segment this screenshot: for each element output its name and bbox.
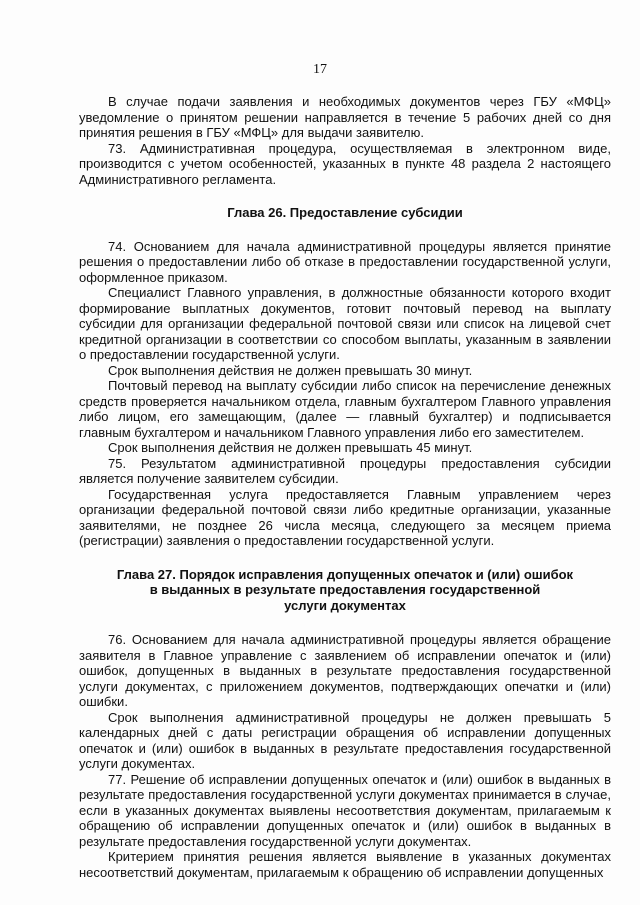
paragraph-criterion: Критерием принятия решения является выявление в указанных документах несоответствий документам, прилагаемым к обращению об исправлении допущенных [79, 849, 611, 880]
paragraph-deadline-30: Срок выполнения действия не должен превышать 30 минут. [108, 362, 473, 378]
chapter-27-heading-line-1: Глава 27. Порядок исправления допущенных опечаток и (или) ошибок [116, 566, 574, 582]
paragraph-specialist: Специалист Главного управления, в должностные обязанности которого входит формирование выплатных документов, готовит почтовый перевод на выплату субсидии для организации федеральной почтовой связи или список на лицевой счет кредитной организации в соответствии со способом выплаты, указанным в заявлении о предоставлении государственной услуги. [79, 285, 611, 362]
paragraph-deadline-45: Срок выполнения действия не должен превышать 45 минут. [108, 440, 473, 455]
paragraph-74: 74. Основанием для начала административной процедуры является принятие решения о предоставлении либо об отказе в предоставлении государственной услуги, оформленное приказом. [79, 238, 611, 285]
paragraph-mfc-notification: В случае подачи заявления и необходимых документов через ГБУ «МФЦ» уведомление о принятом решении направляется в течение 5 рабочих дней со дня принятия решения в ГБУ «МФЦ» для выдачи заявителю. [79, 94, 611, 140]
paragraph-postal-transfer: Почтовый перевод на выплату субсидии либо список на перечисление денежных средств проверяется начальником отдела, главным бухгалтером Главного управления либо лицом, его замещающим, (далее — главный бухгалтер) и подписывается главным бухгалтером и начальником Главного управления либо его заместителем. [79, 378, 611, 440]
chapter-27-heading-line-3: услуги документах [284, 597, 406, 613]
chapter-27-heading [79, 567, 611, 614]
paragraph-deadline-5-days: Срок выполнения административной процедуры не должен превышать 5 календарных дней с даты регистрации обращения об исправлении допущенных опечаток и (или) ошибок в выданных в результате предоставления государственной услуги документах. [79, 709, 611, 771]
document-body [79, 94, 611, 880]
chapter-27-heading-line-2: в выданных в результате предоставления государственной [149, 582, 541, 597]
paragraph-76: 76. Основанием для начала административной процедуры является обращение заявителя в Главное управление с заявлением об исправлении опечаток и (или) ошибок, допущенных в выданных в результате предоставления государственной услуги документах, с приложением документов, подтверждающих опечатки и (или) ошибки. [79, 632, 611, 709]
page-number: 17 [313, 62, 327, 77]
chapter-26-heading: Глава 26. Предоставление субсидии [227, 205, 463, 220]
paragraph-73: 73. Административная процедура, осуществляемая в электронном виде, производится с учетом особенностей, указанных в пункте 48 раздела 2 настоящего Административного регламента. [79, 140, 611, 187]
paragraph-service-provision: Государственная услуга предоставляется Главным управлением через организации федеральной почтовой связи либо кредитные организации, указанные заявителями, не позднее 26 числа месяца, следующего за месяцем приема (регистрации) заявления о предоставлении государственной услуги. [79, 486, 611, 548]
paragraph-77: 77. Решение об исправлении допущенных опечаток и (или) ошибок в выданных в результате предоставления государственной услуги документах принимается в случае, если в указанных документах выявлены несоответствия документам, прилагаемым к обращению об исправлении допущенных опечаток и (или) ошибок в выданных в результате предоставления государственной услуги документах. [79, 771, 611, 849]
paragraph-75: 75. Результатом административной процедуры предоставления субсидии является получение заявителем субсидии. [79, 455, 611, 486]
